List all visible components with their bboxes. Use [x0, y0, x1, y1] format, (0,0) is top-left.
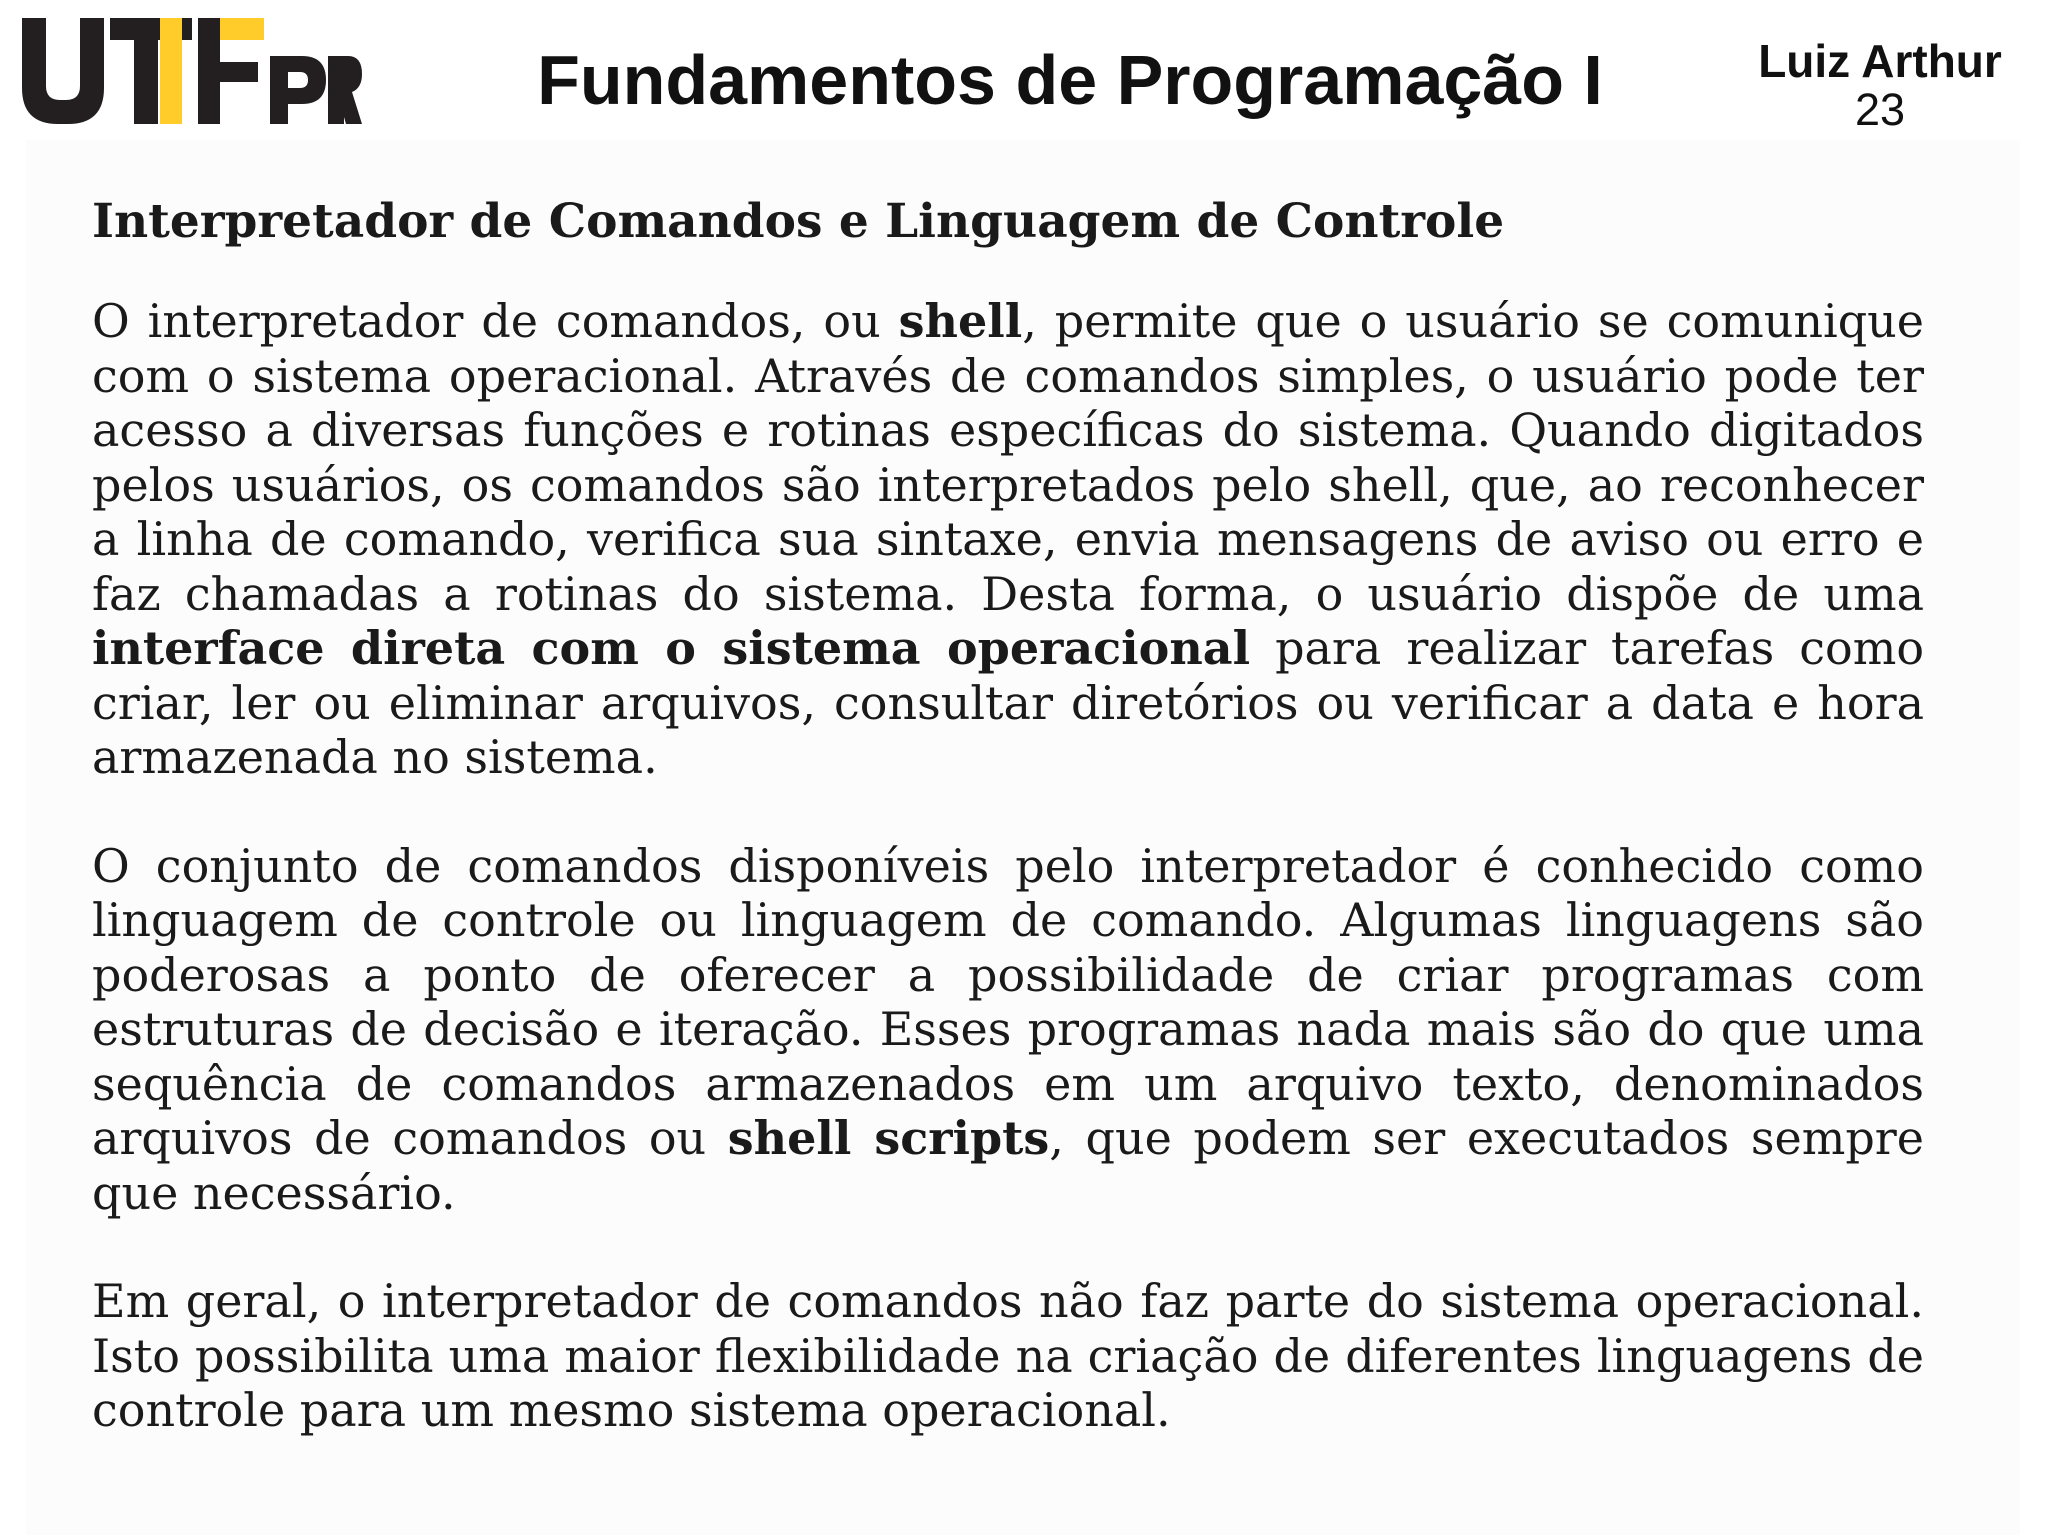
shell-term: shell	[898, 294, 1023, 348]
shell-scripts-term: shell scripts	[727, 1111, 1050, 1165]
paragraph-2	[92, 839, 1924, 1221]
utfpr-logo	[22, 18, 362, 128]
slide-content	[92, 192, 1924, 1492]
paragraph-2-text: O conjunto de comandos disponíveis pelo interpretador é conhecido como linguagem de controle ou linguagem de comando. Algumas linguagens são poderosas a ponto de oferecer a possibilidade de criar programas com estruturas de decisão e iteração. Esses programas nada mais são do que uma sequência de comandos armazenados em um arquivo texto, denominados arquivos de comandos ou	[92, 838, 1924, 1165]
author-block	[1730, 36, 2030, 134]
author-name: Luiz Arthur	[1758, 35, 2002, 87]
paragraph-1-text: O interpretador de comandos, ou	[92, 294, 899, 348]
paragraph-2-text: , que podem ser executados sempre que necessário.	[92, 1111, 1924, 1220]
paragraph-1	[92, 294, 1924, 785]
slide-title: Fundamentos de Programação I	[537, 41, 1603, 119]
page-number: 23	[1854, 84, 1906, 135]
paragraph-3: Em geral, o interpretador de comandos não faz parte do sistema operacional. Isto possibilita uma maior flexibilidade na criação de diferentes linguagens de controle para um mesmo sistema operacional.	[92, 1274, 1924, 1437]
interface-phrase: interface direta com o sistema operacional	[92, 621, 1251, 675]
section-heading: Interpretador de Comandos e Linguagem de Controle	[92, 194, 1505, 249]
utfpr-logo-graphic	[22, 18, 362, 128]
paragraph-1-text: para realizar tarefas como criar, ler ou eliminar arquivos, consultar diretórios ou verificar a data e hora armazenada no sistema.	[92, 621, 1925, 784]
paragraph-1-text: , permite que o usuário se comunique com o sistema operacional. Através de comandos simples, o usuário pode ter acesso a diversas funções e rotinas específicas do sistema. Quando digitados pelos usuários, os comandos são interpretados pelo shell, que, ao reconhecer a linha de comando, verifica sua sintaxe, envia mensagens de aviso ou erro e faz chamadas a rotinas do sistema. Desta forma, o usuário dispõe de uma	[92, 294, 1924, 621]
